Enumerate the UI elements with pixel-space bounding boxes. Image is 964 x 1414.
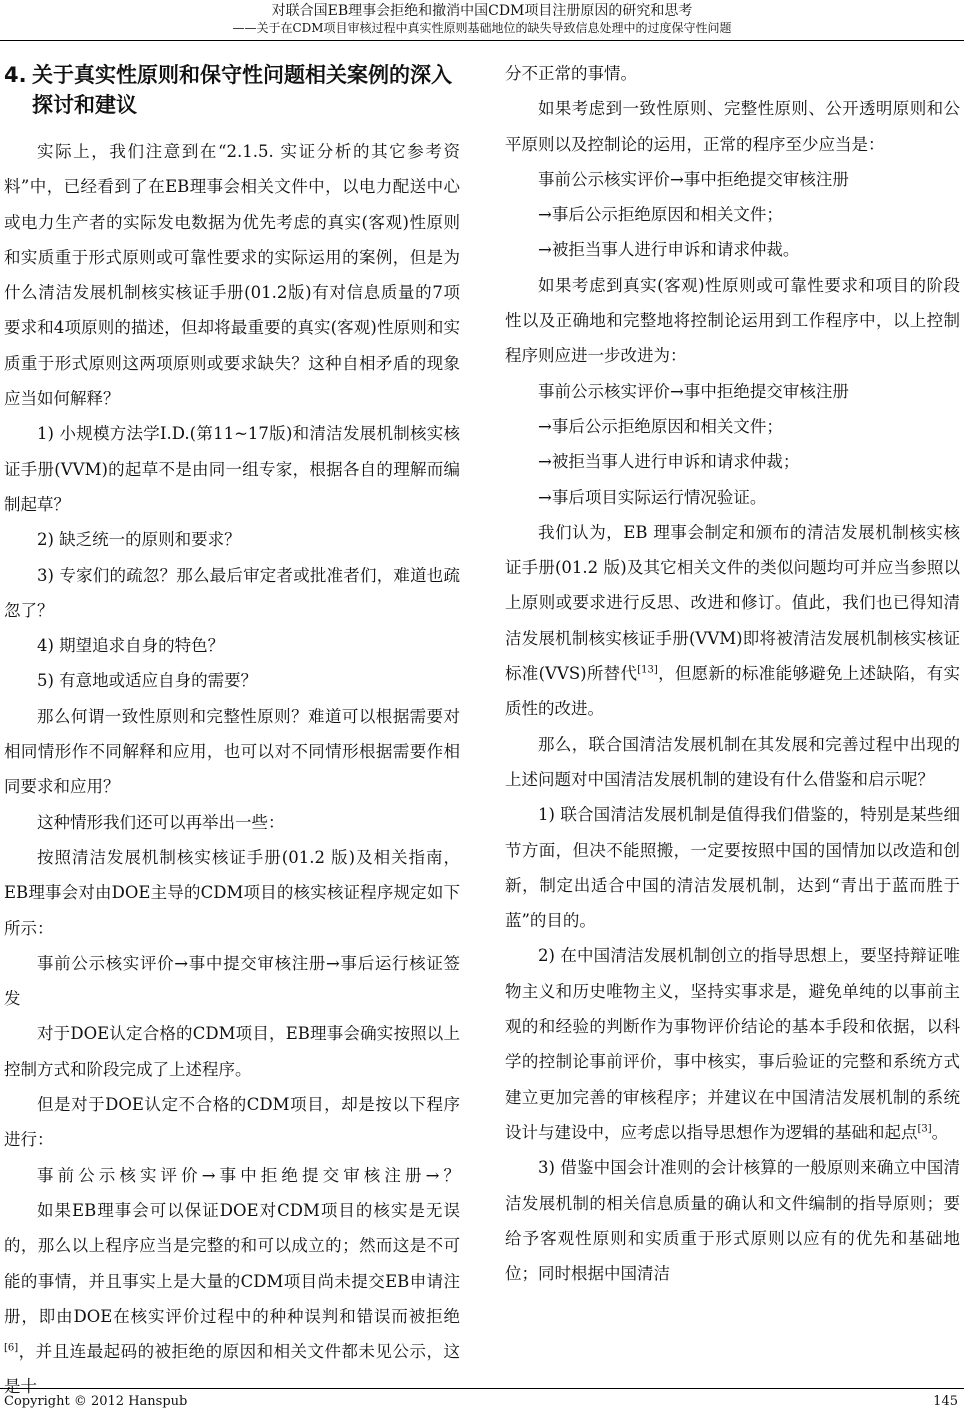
running-header-subtitle: ——关于在CDM项目审核过程中真实性原则基础地位的缺失导致信息处理中的过度保守性问题 xyxy=(232,21,732,35)
list-item: 3) 专家们的疏忽？那么最后审定者或批准者们，难道也疏忽了？ xyxy=(4,565,460,620)
paragraph: 但是对于DOE认定不合格的CDM项目，却是按以下程序进行： xyxy=(4,1095,460,1150)
citation[interactable]: [6] xyxy=(4,1342,19,1354)
list-item: 1) 小规模方法学I.D.(第11~17版)和清洁发展机制核实核证手册(VVM)的起草不是由同一组专家，根据各自的理解而编制起草？ xyxy=(4,424,460,514)
procedure-line: 事前公示核实评价→事中提交审核注册→事后运行核证签发 xyxy=(4,953,460,1009)
procedure-line: →事后公示拒绝原因和相关文件； xyxy=(538,416,783,436)
section-number: 4. xyxy=(4,63,27,87)
procedure-line: →被拒当事人进行申诉和请求仲裁； xyxy=(538,452,800,472)
paragraph: 这种情形我们还可以再举出一些： xyxy=(37,812,285,832)
paragraph xyxy=(4,1193,460,1405)
paragraph: 实际上，我们注意到在“2.1.5. 实证分析的其它参考资料”中，已经看到了在EB理事会相关文件中，以电力配送中心或电力生产者的实际发电数据为优先考虑的真实(客观)性原则和实质重于形式原则或可靠性要求的实际运用的案例，但是为什么清洁发展机制核实核证手册(01.2版)有对信息质量的7项要求和4项原则的描述，但却将最重要的真实(客观)性原则和实质重于形式原则这两项原则或要求缺失？这种自相矛盾的现象应当如何解释？ xyxy=(4,142,460,409)
section-heading xyxy=(4,60,460,120)
running-header xyxy=(0,0,964,37)
section-title: 关于真实性原则和保守性问题相关案例的深入探讨和建议 xyxy=(32,63,452,117)
list-item: 5) 有意地或适应自身的需要？ xyxy=(37,671,258,691)
footer-rule xyxy=(0,1388,964,1389)
procedure-line: 事前公示核实评价→事中拒绝提交审核注册 xyxy=(538,381,849,401)
paragraph: 那么，联合国清洁发展机制在其发展和完善过程中出现的上述问题对中国清洁发展机制的建设有什么借鉴和启示呢？ xyxy=(505,734,960,789)
right-column xyxy=(505,56,960,1291)
running-header-title: 对联合国EB理事会拒绝和撤消中国CDM项目注册原因的研究和思考 xyxy=(271,3,693,19)
procedure-line: →事后项目实际运行情况验证。 xyxy=(538,487,767,507)
procedure-line: 事前公示核实评价→事中拒绝提交审核注册 xyxy=(538,169,849,189)
paragraph-text: ，但愿新的标准能够避免上述缺陷，有实质性的改进。 xyxy=(505,664,960,719)
paragraph: 按照清洁发展机制核实核证手册(01.2 版)及相关指南，EB理事会对由DOE主导的CDM项目的核实核证程序规定如下所示： xyxy=(4,847,460,938)
list-item: 3) 借鉴中国会计准则的会计核算的一般原则来确立中国清洁发展机制的相关信息质量的确认和文件编制的指导原则；要给予客观性原则和实质重于形式原则以应有的优先和基础地位；同时根据中国清洁 xyxy=(505,1158,960,1284)
procedure-line: 事前公示核实评价→事中拒绝提交审核注册→？ xyxy=(37,1165,460,1185)
list-item: 1) 联合国清洁发展机制是值得我们借鉴的，特别是某些细节方面，但决不能照搬，一定要按照中国的国情加以改造和创新，制定出适合中国的清洁发展机制，达到“青出于蓝而胜于蓝”的目的。 xyxy=(505,805,960,931)
copyright: Copyright © 2012 Hanspub xyxy=(4,1394,188,1409)
paragraph-text: ，并且连最起码的被拒绝的原因和相关文件都未见公示，这是十 xyxy=(4,1342,460,1397)
paragraph: 对于DOE认定合格的CDM项目，EB理事会确实按照以上控制方式和阶段完成了上述程序。 xyxy=(4,1024,460,1079)
citation[interactable]: [13] xyxy=(637,664,658,676)
paragraph-text: 如果EB理事会可以保证DOE对CDM项目的核实是无误的，那么以上程序应当是完整的和可以成立的；然而这是不可能的事情，并且事实上是大量的CDM项目尚未提交EB申请注册，即由DOE在核实评价过程中的种种误判和错误而被拒绝 xyxy=(4,1200,460,1326)
paragraph-text: 2) 在中国清洁发展机制创立的指导思想上，要坚持辩证唯物主义和历史唯物主义，坚持实事求是，避免单纯的以事前主观的和经验的判断作为事物评价结论的基本手段和依据，以科学的控制论事前评价，事中核实，事后验证的完整和系统方式建立更加完善的审核程序；并建议在中国清洁发展机制的系统设计与建设中，应考虑以指导思想作为逻辑的基础和起点 xyxy=(505,946,960,1142)
procedure-line: →事后公示拒绝原因和相关文件； xyxy=(538,205,783,225)
paragraph-text: 。 xyxy=(931,1122,949,1142)
list-item xyxy=(505,938,960,1150)
paragraph: 那么何谓一致性原则和完整性原则？难道可以根据需要对相同情形作不同解释和应用，也可以对不同情形根据需要作相同要求和应用？ xyxy=(4,706,460,797)
paragraph xyxy=(505,515,960,727)
list-item: 4) 期望追求自身的特色？ xyxy=(37,636,225,656)
procedure-line: →被拒当事人进行申诉和请求仲裁。 xyxy=(538,240,800,260)
citation[interactable]: [3] xyxy=(917,1123,932,1135)
paragraph-continuation: 分不正常的事情。 xyxy=(505,64,637,83)
paragraph-text: 我们认为，EB 理事会制定和颁布的清洁发展机制核实核证手册(01.2 版)及其它相关文件的类似问题均可并应当参照以上原则或要求进行反思、改进和修订。值此，我们也已得知清洁发展机制核实核证手册(VVM)即将被清洁发展机制核实核证标准(VVS)所替代 xyxy=(505,522,960,684)
header-rule xyxy=(0,40,964,41)
paragraph: 如果考虑到一致性原则、完整性原则、公开透明原则和公平原则以及控制论的运用，正常的程序至少应当是： xyxy=(505,99,960,154)
paragraph: 如果考虑到真实(客观)性原则或可靠性要求和项目的阶段性以及正确地和完整地将控制论运用到工作程序中，以上控制程序则应进一步改进为： xyxy=(505,275,960,366)
left-column xyxy=(4,56,460,1405)
list-item: 2) 缺乏统一的原则和要求？ xyxy=(37,530,241,550)
page-number: 145 xyxy=(933,1394,958,1409)
